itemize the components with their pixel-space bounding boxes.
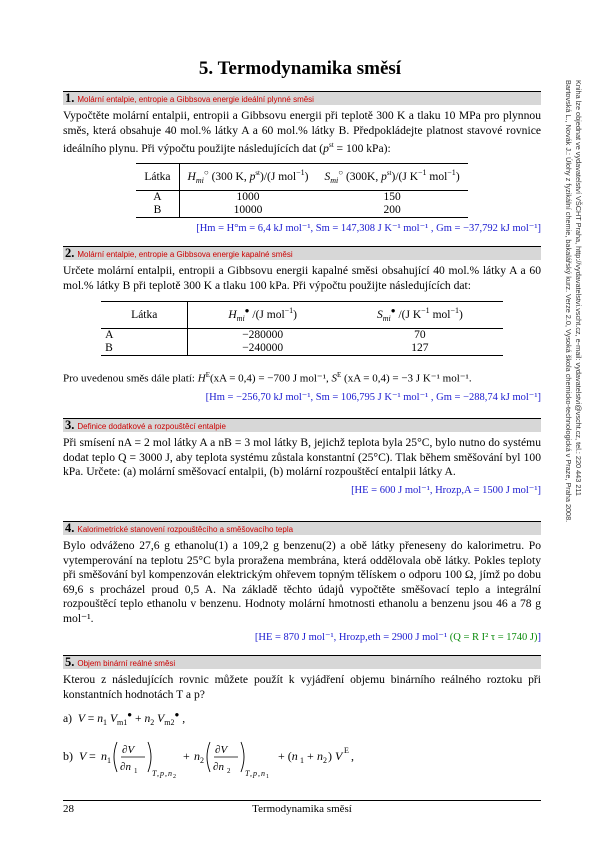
data-table-2: Látka $H_{mi}^●$ /(J mol$^{-1}$) $S_{mi}^●$ /(J $K^{-1}$ mol$^{-1}$) A −280000 70 B −240000 127 <box>101 301 503 356</box>
section-1-text: Vypočtěte molární entalpii, entropii a Gibbsovu energii při teplotě 300 K a tlaku 10 MPa pro plynnou směs, která obsahuje 40 mol.% látky A a 60 mol.% látky B. Předpokládejte platnost stavové rovnice ideálního plynu. Při výpočtu použijte následujících dat ($p^{st} = 100$ kPa): <box>63 109 541 156</box>
equation-b <box>63 738 541 778</box>
svg-text:+: + <box>183 749 190 764</box>
data-table-1: Látka $H_{mi}^○$ (300 K, $p^{st})/(J$ mol$^{-1}$) $S_{mi}^○$ (300K, $p^{st})/(J$ $K^{-1}$ mol$^{-1}$) A 1000 150 B 10000 200 <box>136 163 467 218</box>
section-4-header: 4. Kalorimetrické stanovení rozpouštěcího a směšovacího tepla <box>63 521 541 535</box>
svg-text:2: 2 <box>323 756 327 766</box>
svg-text:n: n <box>168 769 172 779</box>
section-1-header <box>63 91 541 105</box>
table-row: B −240000 127 <box>101 342 503 356</box>
footer-title: Termodynamika směsí <box>252 803 352 815</box>
equation-a: a) $V = n_1$ $V_{m1}^● + n_2$ $V_{m2}^●$ , <box>63 710 186 728</box>
svg-text:1: 1 <box>300 756 304 766</box>
section-3-header: 3. Definice dodatkové a rozpouštěcí entalpie <box>63 418 541 432</box>
svg-text:+ (n: + (n <box>278 749 298 764</box>
section-heading: Definice dodatkové a rozpouštěcí entalpie <box>77 422 226 431</box>
section-5 <box>63 655 541 778</box>
svg-text:V: V <box>335 749 343 764</box>
section-2-text: Určete molární entalpii, entropii a Gibbsovu energii kapalné směsi obsahující 40 mol.% látky A a 60 mol.% látky B při teplotě 300 K a tlaku 100 kPa. Při výpočtu použijte následujících dat: <box>63 264 541 292</box>
table-row: A 1000 150 <box>136 190 467 204</box>
svg-text:∂n: ∂n <box>120 761 131 774</box>
answer-4: [HE = 870 J mol⁻¹, Hrozp,eth = 2900 J mol⁻¹ (Q = R I² τ = 1740 J)] <box>254 631 541 643</box>
svg-text:+: + <box>307 749 314 764</box>
section-3 <box>63 418 541 498</box>
svg-text:,: , <box>157 769 159 779</box>
svg-text:V: V <box>79 749 87 764</box>
svg-text:2: 2 <box>227 767 231 776</box>
svg-text:b): b) <box>63 749 73 764</box>
answer-1: [Hm = H°m = 6,4 kJ mol⁻¹, Sm = 147,308 J K⁻¹ mol⁻¹ , Gm = −37,792 kJ mol⁻¹] <box>196 222 541 234</box>
svg-text:,: , <box>165 769 167 779</box>
page-title: 5. Termodynamika směsí <box>198 58 402 79</box>
svg-text:): ) <box>328 749 332 764</box>
section-number: 1. <box>65 91 75 105</box>
equation-b-svg <box>63 738 403 778</box>
svg-text:,: , <box>351 749 354 764</box>
section-1 <box>63 91 541 236</box>
svg-text:n: n <box>261 769 265 779</box>
page-footer <box>63 800 541 815</box>
svg-text:∂V: ∂V <box>122 744 135 757</box>
svg-text:T: T <box>245 769 250 779</box>
section-5-header: 5. Objem binární reálné směsi <box>63 655 541 669</box>
page-number: 28 <box>63 803 74 815</box>
section-4-text: Bylo odváženo 27,6 g ethanolu(1) a 109,2 g benzenu(2) a obě látky přeneseny do kalorimetru. Po vytemperování na teplotu 25°C byla proražena membrána, která oddělovala obě látky. Pokles teploty při směšování byl kompenzován elektrickým ohřevem topným tělískem o odporu 100 Ω, jímž po dobu 69,6 s procházel proud 0,5 A. Na základě těchto údajů vypočtěte směšovací teplo a integrální rozpouštěcí teplo ethanolu v benzenu. Hodnoty molární hmotnosti ethanolu a benzenu jsou 46 a 78 g mol⁻¹. <box>63 539 541 625</box>
svg-text:∂n: ∂n <box>213 761 224 774</box>
svg-text:1: 1 <box>107 756 111 766</box>
svg-text:2: 2 <box>173 774 176 779</box>
table-row: A −280000 70 <box>101 329 503 343</box>
svg-text:n: n <box>317 749 323 764</box>
section-3-text: Při smísení nA = 2 mol látky A a nB = 3 mol látky B, jejichž teplota byla 25°C, bylo nutno do systému dodat teplo Q = 3000 J, aby teplota systému zůstala konstantní (25°C). Tlak během směšování byl 100 kPa. Určete: (a) molární směšovací entalpii, (b) molární rozpouštěcí entalpii látky A. <box>63 436 541 479</box>
svg-text:p: p <box>160 769 164 779</box>
sidebar-citation <box>556 80 596 660</box>
svg-text:2: 2 <box>200 756 204 766</box>
section-4 <box>63 521 541 645</box>
svg-text:E: E <box>344 746 349 756</box>
section-5-text: Kterou z následujících rovnic můžete použít k vyjádření objemu binárního reálného roztoku při konstantních hodnotách T a p? <box>63 673 541 701</box>
section-heading: Molární entalpie, entropie a Gibbsova energie kapalné směsi <box>77 250 293 259</box>
section-heading: Molární entalpie, entropie a Gibbsova energie ideální plynné směsi <box>77 95 314 104</box>
svg-text:∂V: ∂V <box>215 744 228 757</box>
svg-text:=: = <box>89 749 96 764</box>
svg-text:1: 1 <box>266 774 269 779</box>
svg-text:,: , <box>250 769 252 779</box>
section-heading: Kalorimetrické stanovení rozpouštěcího a směšovacího tepla <box>77 525 294 534</box>
svg-text:p: p <box>253 769 257 779</box>
section-2-header: 2. Molární entalpie, entropie a Gibbsova energie kapalné směsi <box>63 246 541 260</box>
section-heading: Objem binární reálné směsi <box>77 659 176 668</box>
svg-text:T: T <box>152 769 157 779</box>
table-row: B 10000 200 <box>136 204 467 218</box>
citation-line-1: Bartovská L., Novák J.: Úlohy z fyzikální chemie, bakalářský kurz. Verze 2.0, Vysoká škola chemicko-technologická v Praze, Praha 2008. <box>564 80 573 523</box>
svg-text:n: n <box>194 749 200 764</box>
answer-2: [Hm = −256,70 kJ mol⁻¹, Sm = 106,795 J K⁻¹ mol⁻¹ , Gm = −288,74 kJ mol⁻¹] <box>205 391 541 403</box>
svg-text:1: 1 <box>134 767 138 776</box>
section-2 <box>63 246 541 405</box>
section-2-extra: Pro uvedenou směs dále platí: $H^E(xA = 0,4) = -700$ J mol⁻¹, $S^E$ (xA = 0,4) = −3 J K⁻¹ mol⁻¹. <box>63 371 472 385</box>
svg-text:,: , <box>258 769 260 779</box>
svg-text:n: n <box>101 749 107 764</box>
answer-3: [HE = 600 J mol⁻¹, Hrozp,A = 1500 J mol⁻¹] <box>351 484 541 496</box>
citation-line-2: Kniha lze objednat ve vydavatelství VŠCHT Praha, http://vydavatelstvi.vscht.cz, e-mail: vydavatelstvi@vscht.cz, tel.: 220 443 211 <box>574 80 583 496</box>
